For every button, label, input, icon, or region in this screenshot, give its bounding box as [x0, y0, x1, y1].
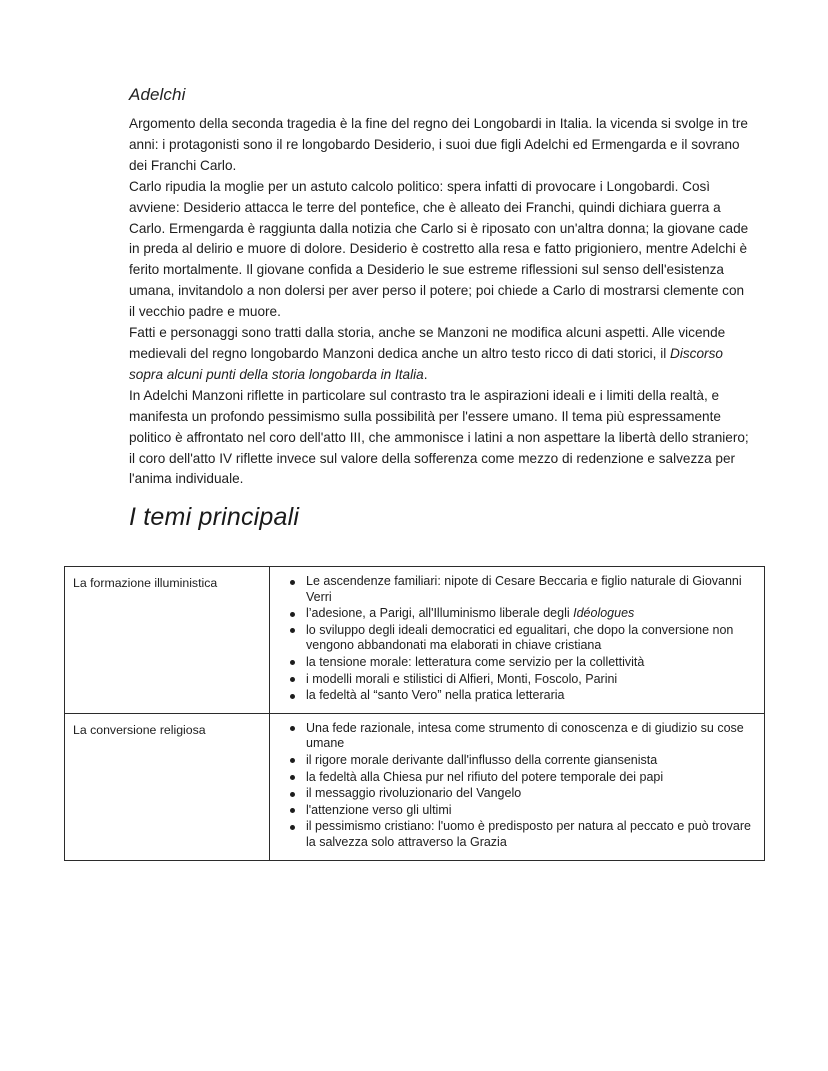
paragraph-4: In Adelchi Manzoni riflette in particolare sul contrasto tra le aspirazioni ideali e i limiti della realtà, e manifesta un profondo pessimismo sulla possibilità per l'essere umano. Il tema più espressamente politico è affrontato nel coro dell'atto III, che ammonisce i latini a non aspettare la libertà dello straniero; il coro dell'atto IV riflette invece sul valore della sofferenza come mezzo di redenzione e salvezza per l'anima individuale.: [129, 387, 749, 487]
list-item-text: i modelli morali e stilistici di Alfieri, Monti, Foscolo, Parini: [306, 671, 618, 686]
theme-label: La conversione religiosa: [73, 722, 206, 737]
themes-table: [64, 566, 765, 861]
list-item: [306, 655, 754, 671]
list-item: [306, 574, 754, 605]
table-cell-label: [65, 567, 270, 714]
table-row: [65, 567, 765, 714]
work-title-suffix: .: [423, 366, 428, 382]
work-title-discorso: Discorso sopra alcuni punti della storia longobarda in Italia: [129, 345, 723, 382]
body-text-block: [129, 114, 749, 490]
list-item-italic: Idéologues: [573, 606, 635, 621]
list-item: [306, 672, 754, 688]
page-heading-temi-principali: I temi principali: [129, 503, 300, 531]
paragraph-3: [129, 323, 749, 386]
list-item: [306, 721, 754, 752]
table-cell-label: [65, 713, 270, 860]
theme-bullet-list: [270, 567, 764, 713]
themes-table-body: [65, 567, 765, 861]
table-cell-items: [270, 567, 765, 714]
theme-label: La formazione illuministica: [73, 576, 218, 590]
list-item-text: la fedeltà alla Chiesa pur nel rifiuto del potere temporale dei papi: [306, 769, 664, 784]
list-item: [306, 623, 754, 654]
paragraph-3-text: Fatti e personaggi sono tratti dalla storia, anche se Manzoni ne modifica alcuni aspetti. Alle vicende medievali del regno longobardo Manzoni dedica anche un altro testo ricco di dati storici, il: [129, 325, 726, 361]
theme-bullet-list: [270, 714, 764, 860]
list-item-text: la tensione morale: letteratura come servizio per la collettività: [306, 654, 645, 669]
list-item-text: il rigore morale derivante dall'influsso della corrente giansenista: [306, 752, 658, 767]
list-item: [306, 753, 754, 769]
list-item: [306, 803, 754, 819]
list-item-text: l’adesione, a Parigi, all'Illuminismo liberale degli: [306, 606, 574, 621]
list-item: [306, 606, 754, 622]
list-item: [306, 770, 754, 786]
list-item: [306, 819, 754, 850]
list-item-text: lo sviluppo degli ideali democratici ed egualitari, che dopo la conversione non vengono abbandonati ma elaborati in chiave cristiana: [306, 622, 734, 653]
table-row: [65, 713, 765, 860]
list-item-text: l'attenzione verso gli ultimi: [306, 802, 452, 817]
paragraph-1: Argomento della seconda tragedia è la fine del regno dei Longobardi in Italia. la vicenda si svolge in tre anni: i protagonisti sono il re longobardo Desiderio, i suoi due figli Adelchi ed Ermengarda e il sovrano dei Franchi Carlo.: [129, 116, 748, 173]
list-item-text: Una fede razionale, intesa come strumento di conoscenza e di giudizio su cose umane: [306, 720, 744, 751]
list-item: [306, 688, 754, 704]
table-cell-items: [270, 713, 765, 860]
list-item-text: il pessimismo cristiano: l'uomo è predisposto per natura al peccato e può trovare la salvezza solo attraverso la Grazia: [306, 819, 751, 849]
paragraph-2: Carlo ripudia la moglie per un astuto calcolo politico: spera infatti di provocare i Longobardi. Così avviene: Desiderio attacca le terre del pontefice, che è alleato dei Franchi, quindi dichiara guerra a Carlo. Ermengarda è raggiunta dalla notizia che Carlo si è riposato con un'altra donna; la giovane cade in preda al delirio e muore di dolore. Desiderio è costretto alla resa e fatto prigioniero, mentre Adelchi è ferito mortalmente. Il giovane confida a Desiderio le sue estreme riflessioni sul senso dell'esistenza umana, invitandolo a non dolersi per aver perso il potere; poi chiede a Carlo di mostrarsi clemente con il vecchio padre e muore.: [129, 178, 749, 320]
list-item-text: Le ascendenze familiari: nipote di Cesare Beccaria e figlio naturale di Giovanni Verri: [306, 574, 742, 604]
list-item: [306, 786, 754, 802]
section-title-adelchi: Adelchi: [129, 85, 186, 104]
list-item-text: il messaggio rivoluzionario del Vangelo: [306, 786, 522, 801]
list-item-text: la fedeltà al “santo Vero” nella pratica letteraria: [306, 688, 565, 703]
